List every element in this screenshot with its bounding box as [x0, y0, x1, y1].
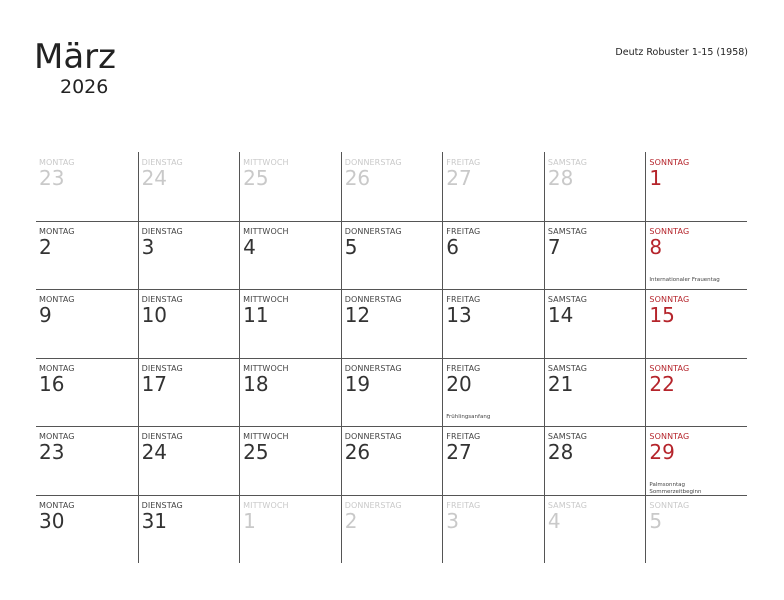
calendar-day-cell [341, 152, 443, 221]
day-number: 10 [141, 303, 168, 327]
day-number: 25 [243, 166, 269, 190]
calendar-grid [36, 152, 747, 563]
month-title: März [34, 37, 116, 77]
weekday-label: SONNTAG [649, 500, 690, 510]
weekday-label: SONNTAG [649, 363, 690, 373]
weekday-label: DIENSTAG [141, 432, 183, 441]
weekday-label: SONNTAG [649, 295, 690, 304]
week-divider [36, 289, 747, 290]
calendar-day-cell [138, 289, 240, 358]
calendar-day-cell [442, 289, 544, 358]
calendar-day-cell [138, 152, 240, 221]
calendar-day-cell [442, 221, 544, 290]
weekday-label: DONNERSTAG [344, 295, 402, 304]
day-number: 2 [344, 508, 358, 533]
day-number: 2 [39, 234, 52, 259]
weekday-label: SONNTAG [649, 158, 690, 167]
holiday-note: Palmsonntag Sommerzeitbeginn [649, 482, 702, 495]
calendar-day-cell [645, 221, 747, 290]
weekday-label: MITTWOCH [243, 363, 289, 373]
weekday-label: MITTWOCH [243, 295, 289, 304]
calendar-day-cell [341, 495, 443, 564]
calendar-day-cell [341, 358, 443, 427]
day-number: 18 [243, 371, 269, 396]
calendar-day-cell [138, 221, 240, 290]
calendar-day-cell [239, 152, 341, 221]
day-number: 6 [446, 234, 460, 259]
day-number: 11 [243, 303, 269, 327]
day-number: 31 [141, 508, 168, 533]
day-number: 13 [446, 303, 472, 327]
day-number: 8 [649, 234, 663, 259]
weekday-label: MONTAG [39, 226, 75, 236]
calendar-day-cell [645, 426, 747, 495]
day-number: 9 [39, 303, 52, 327]
day-number: 25 [243, 440, 269, 464]
weekday-label: FREITAG [446, 158, 481, 167]
day-number: 1 [243, 508, 256, 533]
day-number: 7 [547, 234, 561, 259]
day-number: 28 [547, 166, 574, 190]
calendar-day-cell [544, 152, 646, 221]
calendar-day-cell [442, 358, 544, 427]
weekday-label: SAMSTAG [547, 158, 588, 167]
day-number: 22 [649, 371, 675, 396]
week-divider [36, 495, 747, 496]
weekday-label: FREITAG [446, 363, 481, 373]
day-number: 24 [141, 440, 168, 464]
calendar-day-cell [544, 221, 646, 290]
calendar-day-cell [239, 426, 341, 495]
weekday-label: SAMSTAG [547, 432, 588, 441]
calendar-day-cell [645, 152, 747, 221]
weekday-label: MONTAG [39, 295, 75, 304]
calendar-day-cell [645, 495, 747, 564]
weekday-label: MONTAG [39, 158, 75, 167]
day-number: 12 [344, 303, 371, 327]
calendar-day-cell [645, 289, 747, 358]
weekday-label: DONNERSTAG [344, 500, 402, 510]
day-number: 29 [649, 440, 675, 464]
weekday-label: SAMSTAG [547, 226, 588, 236]
calendar-day-cell [645, 358, 747, 427]
day-number: 30 [39, 508, 65, 533]
week-divider [36, 426, 747, 427]
day-number: 17 [141, 371, 168, 396]
day-number: 3 [141, 234, 155, 259]
calendar-day-cell [544, 289, 646, 358]
weekday-label: SAMSTAG [547, 295, 588, 304]
day-number: 3 [446, 508, 460, 533]
calendar-day-cell [239, 495, 341, 564]
weekday-label: FREITAG [446, 432, 481, 441]
calendar-day-cell [239, 358, 341, 427]
calendar-day-cell [36, 289, 138, 358]
week-divider [36, 358, 747, 359]
day-number: 26 [344, 440, 371, 464]
day-number: 27 [446, 440, 472, 464]
calendar-day-cell [36, 152, 138, 221]
year-label: 2026 [60, 76, 109, 98]
calendar-day-cell [138, 495, 240, 564]
day-number: 5 [344, 234, 358, 259]
weekday-label: FREITAG [446, 295, 481, 304]
day-number: 26 [344, 166, 371, 190]
day-number: 27 [446, 166, 472, 190]
weekday-label: MITTWOCH [243, 432, 289, 441]
weekday-label: FREITAG [446, 500, 481, 510]
weekday-label: SONNTAG [649, 226, 690, 236]
calendar-day-cell [442, 152, 544, 221]
weekday-label: DONNERSTAG [344, 363, 402, 373]
calendar-day-cell [544, 358, 646, 427]
calendar-day-cell [341, 426, 443, 495]
week-divider [36, 221, 747, 222]
day-number: 24 [141, 166, 168, 190]
day-number: 14 [547, 303, 574, 327]
weekday-label: DIENSTAG [141, 500, 183, 510]
calendar-day-cell [239, 221, 341, 290]
day-number: 23 [39, 440, 65, 464]
calendar-day-cell [138, 358, 240, 427]
calendar-day-cell [239, 289, 341, 358]
weekday-label: MITTWOCH [243, 226, 289, 236]
weekday-label: MONTAG [39, 363, 75, 373]
day-number: 23 [39, 166, 65, 190]
weekday-label: DIENSTAG [141, 226, 183, 236]
calendar-day-cell [544, 426, 646, 495]
calendar-day-cell [36, 358, 138, 427]
holiday-note: Internationaler Frauentag [649, 276, 720, 283]
calendar-day-cell [36, 221, 138, 290]
calendar-day-cell [442, 426, 544, 495]
day-number: 5 [649, 508, 663, 533]
day-number: 16 [39, 371, 65, 396]
day-number: 1 [649, 166, 663, 190]
weekday-label: MONTAG [39, 432, 75, 441]
day-number: 4 [547, 508, 561, 533]
weekday-label: DONNERSTAG [344, 226, 402, 236]
calendar-day-cell [138, 426, 240, 495]
calendar-day-cell [544, 495, 646, 564]
weekday-label: MONTAG [39, 500, 75, 510]
weekday-label: DONNERSTAG [344, 432, 402, 441]
weekday-label: MITTWOCH [243, 158, 289, 167]
day-number: 4 [243, 234, 256, 259]
weekday-label: DIENSTAG [141, 295, 183, 304]
day-number: 28 [547, 440, 574, 464]
weekday-label: SONNTAG [649, 432, 690, 441]
calendar-day-cell [36, 426, 138, 495]
image-caption: Deutz Robuster 1-15 (1958) [615, 47, 748, 58]
weekday-label: SAMSTAG [547, 500, 588, 510]
day-number: 15 [649, 303, 675, 327]
day-number: 19 [344, 371, 371, 396]
weekday-label: DIENSTAG [141, 158, 183, 167]
weekday-label: DIENSTAG [141, 363, 183, 373]
holiday-note: Frühlingsanfang [446, 413, 491, 420]
weekday-label: FREITAG [446, 226, 481, 236]
weekday-label: MITTWOCH [243, 500, 289, 510]
weekday-label: SAMSTAG [547, 363, 588, 373]
weekday-label: DONNERSTAG [344, 158, 402, 167]
calendar-day-cell [36, 495, 138, 564]
day-number: 21 [547, 371, 574, 396]
calendar-day-cell [341, 221, 443, 290]
calendar-day-cell [341, 289, 443, 358]
day-number: 20 [446, 371, 472, 396]
calendar-day-cell [442, 495, 544, 564]
